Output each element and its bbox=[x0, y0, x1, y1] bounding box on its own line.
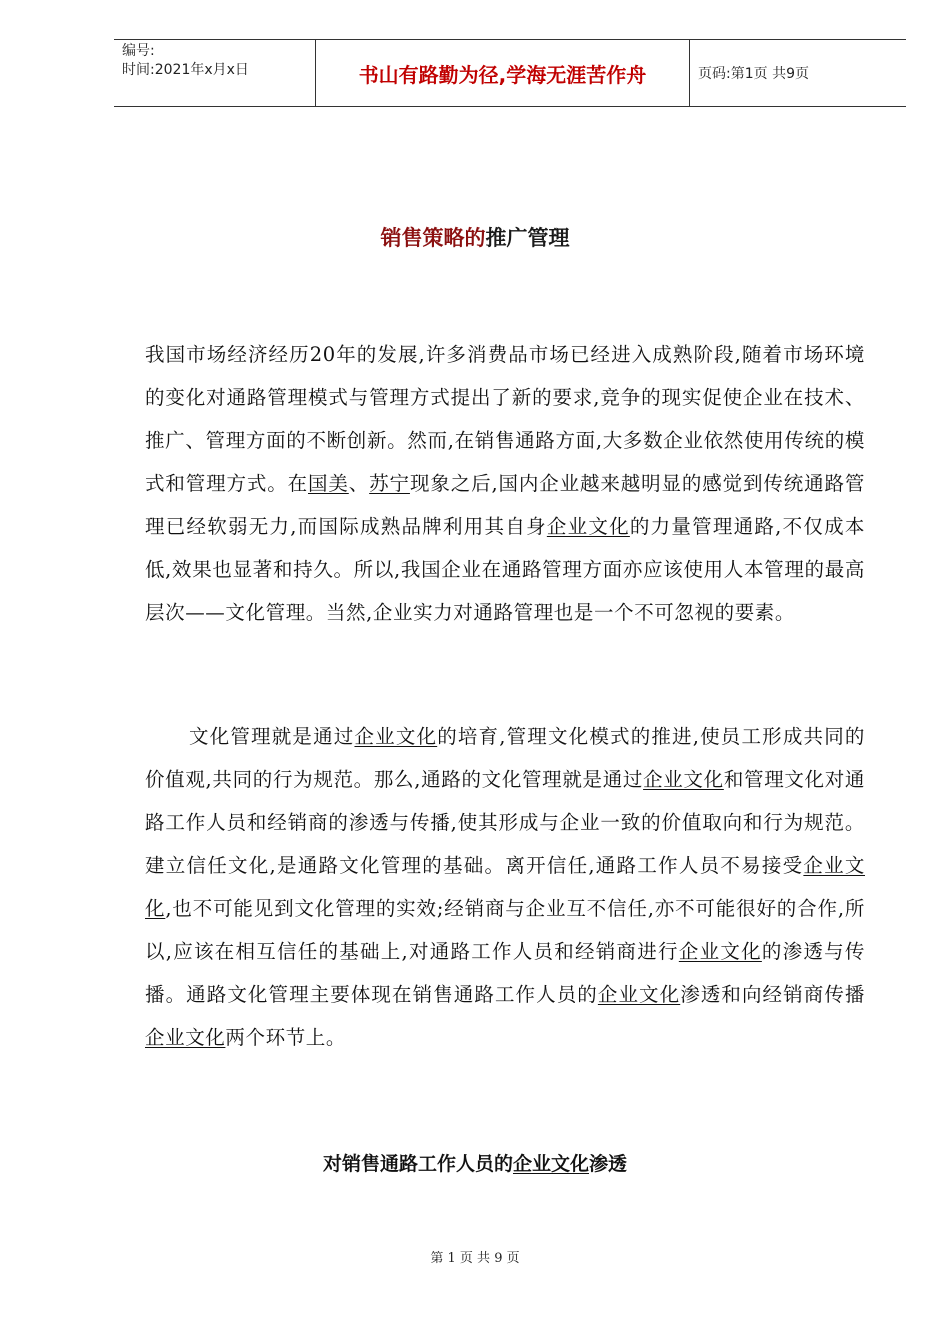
text-run: 文化管理就是通过 bbox=[189, 725, 355, 748]
text-run: 渗透 bbox=[589, 1153, 628, 1175]
title-part-2: 推广管理 bbox=[485, 226, 570, 250]
hyperlink-text[interactable]: 企业文化 bbox=[145, 854, 865, 920]
text-run: 的培育,管理文化模式的推进,使员工形成共同的价值观,共同的行为规范。那么,通路的文化管理就是通过 bbox=[145, 725, 865, 791]
document-title bbox=[0, 222, 950, 252]
section-subtitle bbox=[0, 1149, 950, 1176]
text-run: 和管理文化对通路工作人员和经销商的渗透与传播,使其形成与企业一致的价值取向和行为规范。建立信任文化,是通路文化管理的基础。离开信任,通路工作人员不易接受 bbox=[145, 768, 866, 877]
title-part-1: 销售策略的 bbox=[380, 226, 486, 250]
text-run: 渗透和向经销商传播 bbox=[680, 983, 865, 1006]
page-footer: 第 1 页 共 9 页 bbox=[430, 1251, 520, 1266]
hyperlink-text[interactable]: 国美 bbox=[308, 472, 349, 495]
hyperlink-text[interactable]: 苏宁 bbox=[369, 472, 410, 495]
text-run: 现象之后,国内企业越来越明显的感觉到传统通路管理已经软弱无力,而国际成熟品牌利用其自身 bbox=[145, 472, 866, 538]
hyperlink-text[interactable]: 企业文化 bbox=[354, 725, 438, 748]
text-run: 、 bbox=[348, 472, 370, 495]
document-number-label: 编号: bbox=[122, 43, 155, 59]
text-run: 对销售通路工作人员的 bbox=[322, 1153, 513, 1175]
header-table bbox=[114, 39, 906, 107]
hyperlink-text[interactable]: 企业文化 bbox=[643, 768, 724, 791]
hyperlink-text[interactable]: 企业文化 bbox=[546, 515, 630, 538]
hyperlink-text[interactable]: 企业文化 bbox=[597, 983, 681, 1006]
header-meta-cell bbox=[114, 40, 316, 106]
hyperlink-text[interactable]: 企业文化 bbox=[145, 1026, 226, 1049]
header-motto: 书山有路勤为径,学海无涯苦作舟 bbox=[316, 40, 690, 106]
hyperlink-text[interactable]: 企业文化 bbox=[512, 1153, 589, 1175]
text-run: ,也不可能见到文化管理的实效;经销商与企业互不信任,亦不可能很好的合作,所以,应该在相互信任的基础上,对通路工作人员和经销商进行 bbox=[145, 897, 865, 963]
paragraph-2 bbox=[145, 715, 865, 1059]
text-run: 的力量管理通路,不仅成本低,效果也显著和持久。所以,我国企业在通路管理方面亦应该使用人本管理的最高层次——文化管理。当然,企业实力对通路管理也是一个不可忽视的要素。 bbox=[145, 515, 865, 624]
text-run: 我国市场经济经历20年的发展,许多消费品市场已经进入成熟阶段,随着市场环境的变化对通路管理模式与管理方式提出了新的要求,竞争的现实促使企业在技术、推广、管理方面的不断创新。然而,在销售通路方面,大多数企业依然使用传统的模式和管理方式。在 bbox=[145, 343, 865, 495]
text-run: 的渗透与传播。通路文化管理主要体现在销售通路工作人员的 bbox=[145, 940, 865, 1006]
document-time-label: 时间:2021年x月x日 bbox=[122, 62, 249, 78]
hyperlink-text[interactable]: 企业文化 bbox=[678, 940, 762, 963]
paragraph-1 bbox=[145, 333, 865, 634]
header-page-info: 页码:第1页 共9页 bbox=[698, 66, 809, 82]
text-run: 两个环节上。 bbox=[225, 1026, 347, 1049]
